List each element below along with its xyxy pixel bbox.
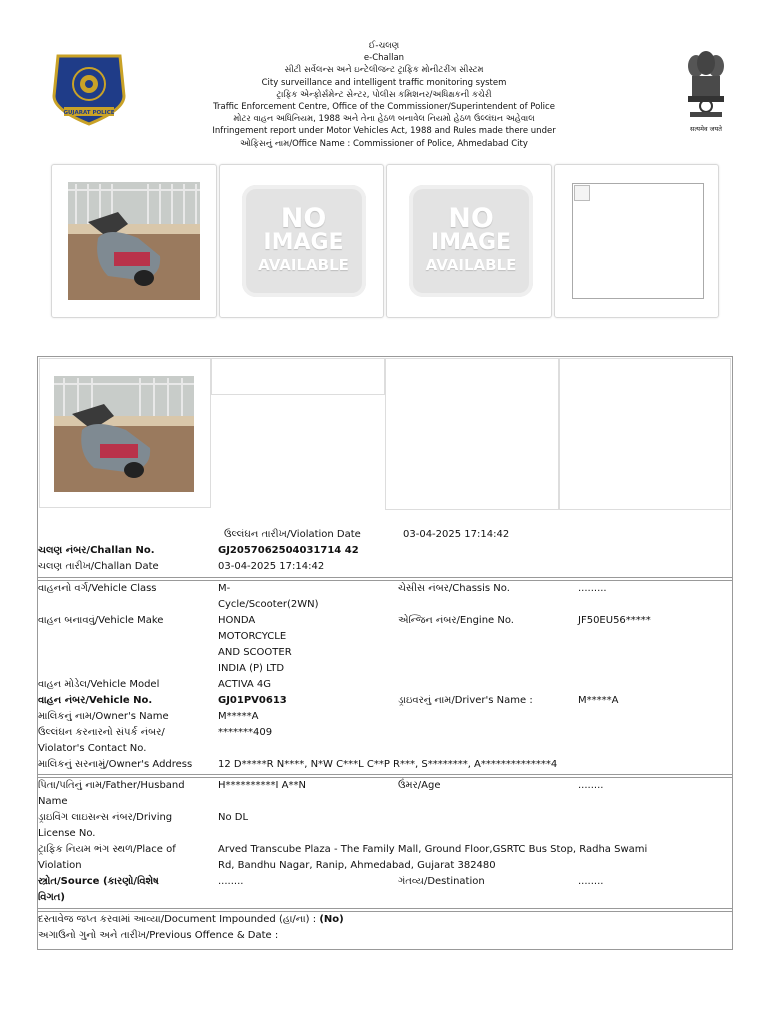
row-divider	[38, 908, 732, 909]
emblem-icon	[682, 50, 730, 118]
no-image-text-3: AVAILABLE	[258, 256, 349, 274]
broken-image	[572, 183, 704, 299]
no-image-text-2: IMAGE	[263, 230, 344, 255]
license-label-2: License No.	[38, 828, 96, 839]
violation-date-label: ઉલ્લંઘન તારીખ/Violation Date	[224, 529, 361, 540]
license-label-1: ડ્રાઇવિંગ લાઇસન્સ નંબર/Driving	[38, 812, 173, 823]
emblem-caption: सत्यमेव जयते	[690, 125, 722, 133]
photo-card-1	[51, 164, 217, 318]
chassis-value: .........	[578, 583, 607, 594]
place-label-2: Violation	[38, 860, 82, 871]
age-label: ઉંમર/Age	[398, 780, 441, 791]
vehicle-make-value-4: INDIA (P) LTD	[218, 663, 285, 674]
challan-no-value: GJ2057062504031714 42	[218, 545, 359, 556]
national-emblem	[682, 50, 730, 132]
contact-value: *******409	[218, 727, 273, 738]
vehicle-make-value-2: MOTORCYCLE	[218, 631, 287, 642]
place-value-1: Arved Transcube Plaza - The Family Mall, Ground Floor,GSRTC Bus Stop, Radha Swami	[218, 844, 648, 855]
vehicle-model-label: વાહન મોડેલ/Vehicle Model	[38, 679, 160, 690]
source-label-1: સ્ત્રોત/Source (કારણો/વિશેષ	[38, 876, 159, 887]
owner-address-value: 12 D*****R N****, N*W C***L C**P R***, S********, A**************4	[218, 759, 558, 770]
age-value: ........	[578, 780, 604, 791]
vehicle-make-value-3: AND SCOOTER	[218, 647, 292, 658]
header-line-7: મોટર વાહન અધિનિયમ, 1988 અને તેના હેઠળ બનાવેલ નિયમો હેઠળ ઉલ્લંઘન અહેવાલ	[233, 114, 535, 125]
vehicle-no-value: GJ01PV0613	[218, 695, 287, 706]
header-line-5: ટ્રાફિક એન્ફોર્સમેન્ટ સેન્ટર, પોલીસ કમિશનર/અધિક્ષકની કચેરી	[276, 89, 492, 100]
impounded-row	[38, 912, 344, 928]
violation-date-value: 03-04-2025 17:14:42	[403, 529, 510, 540]
header-line-2: e-Challan	[363, 53, 405, 64]
vehicle-make-label: વાહન બનાવવું/Vehicle Make	[38, 615, 164, 626]
header-line-9: ઓફિસનું નામ/Office Name : Commissioner of Police, Ahmedabad City	[240, 138, 528, 149]
photo-cell	[39, 358, 211, 508]
header-line-4: City surveillance and intelligent traffic monitoring system	[261, 77, 507, 88]
no-image-placeholder	[242, 185, 366, 297]
vehicle-photo[interactable]	[68, 182, 200, 300]
previous-offence-label: અગાઉનો ગુનો અને તારીખ/Previous Offence & Date :	[38, 930, 279, 941]
photo-card-3	[386, 164, 552, 318]
logo-text: GUJARAT POLICE	[63, 110, 115, 116]
source-value: ........	[218, 876, 244, 887]
header-line-6: Traffic Enforcement Centre, Office of the Commissioner/Superintendent of Police	[213, 102, 555, 113]
challan-details-table	[37, 356, 733, 950]
vehicle-model-value: ACTIVA 4G	[218, 679, 272, 690]
no-image-text-3: AVAILABLE	[425, 256, 517, 274]
header-line-1: ઈ-ચલણ	[368, 41, 400, 51]
father-label-1: પિતા/પતિનું નામ/Father/Husband	[38, 780, 185, 791]
blank-cell	[559, 358, 731, 510]
destination-label: ગંતવ્ય/Destination	[398, 876, 485, 887]
header-line-8: Infringement report under Motor Vehicles Act, 1988 and Rules made there under	[212, 126, 556, 137]
challan-no-label: ચલણ નંબર/Challan No.	[38, 545, 155, 556]
father-label-2: Name	[38, 796, 68, 807]
destination-value: ........	[578, 876, 604, 887]
engine-value: JF50EU56*****	[578, 615, 651, 626]
place-value-2: Rd, Bandhu Nagar, Ranip, Ahmedabad, Gujarat 382480	[218, 860, 496, 871]
owner-name-label: માલિકનું નામ/Owner's Name	[38, 711, 169, 722]
driver-name-value: M*****A	[578, 695, 619, 706]
engine-label: એન્જિન નંબર/Engine No.	[398, 615, 514, 626]
row-divider	[38, 577, 732, 578]
chassis-label: ચેસીસ નંબર/Chassis No.	[398, 583, 510, 594]
challan-date-value: 03-04-2025 17:14:42	[218, 561, 325, 572]
impounded-value: (No)	[319, 914, 344, 925]
vehicle-class-label: વાહનનો વર્ગ/Vehicle Class	[38, 583, 157, 594]
vehicle-class-value-1: M-	[218, 583, 231, 594]
source-label-2: વિગત)	[38, 892, 65, 903]
broken-image-icon	[574, 185, 590, 201]
challan-date-label: ચલણ તારીખ/Challan Date	[38, 561, 159, 572]
contact-label-1: ઉલ્લંઘન કરનારનો સંપર્ક નંબર/	[38, 727, 165, 738]
father-value: H**********I A**N	[218, 780, 306, 791]
photo-card-4	[554, 164, 720, 318]
contact-label-2: Violator's Contact No.	[38, 743, 147, 754]
row-divider	[38, 774, 732, 775]
owner-address-label: માલિકનું સરનામું/Owner's Address	[38, 759, 193, 770]
no-image-placeholder	[409, 185, 533, 297]
vehicle-class-value-2: Cycle/Scooter(2WN)	[218, 599, 319, 610]
vehicle-make-value-1: HONDA	[218, 615, 256, 626]
impounded-label: દસ્તાવેજ જપ્ત કરવામાં આવ્યા/Document Impounded (હા/ના) :	[38, 914, 317, 925]
vehicle-no-label: વાહન નંબર/Vehicle No.	[38, 695, 153, 706]
driver-name-label: ડ્રાઇવરનું નામ/Driver's Name :	[398, 695, 533, 706]
gujarat-police-logo	[50, 52, 128, 126]
no-image-text-1: NO	[448, 203, 494, 234]
blank-cell	[385, 358, 559, 510]
blank-cell	[211, 358, 385, 395]
place-label-1: ટ્રાફિક નિયમ ભંગ સ્થળ/Place of	[38, 844, 176, 855]
evidence-photo-row	[51, 164, 719, 318]
header-line-3: સીટી સર્વેલન્સ અને ઇન્ટેલીજન્ટ ટ્રાફિક મોનીટરીંગ સીસ્ટમ	[284, 65, 484, 76]
photo-card-2	[219, 164, 385, 318]
owner-name-value: M*****A	[218, 711, 259, 722]
no-image-text-1: NO	[280, 203, 327, 234]
no-image-text-2: IMAGE	[430, 230, 512, 255]
license-value: No DL	[218, 812, 249, 823]
vehicle-photo[interactable]	[54, 376, 194, 492]
